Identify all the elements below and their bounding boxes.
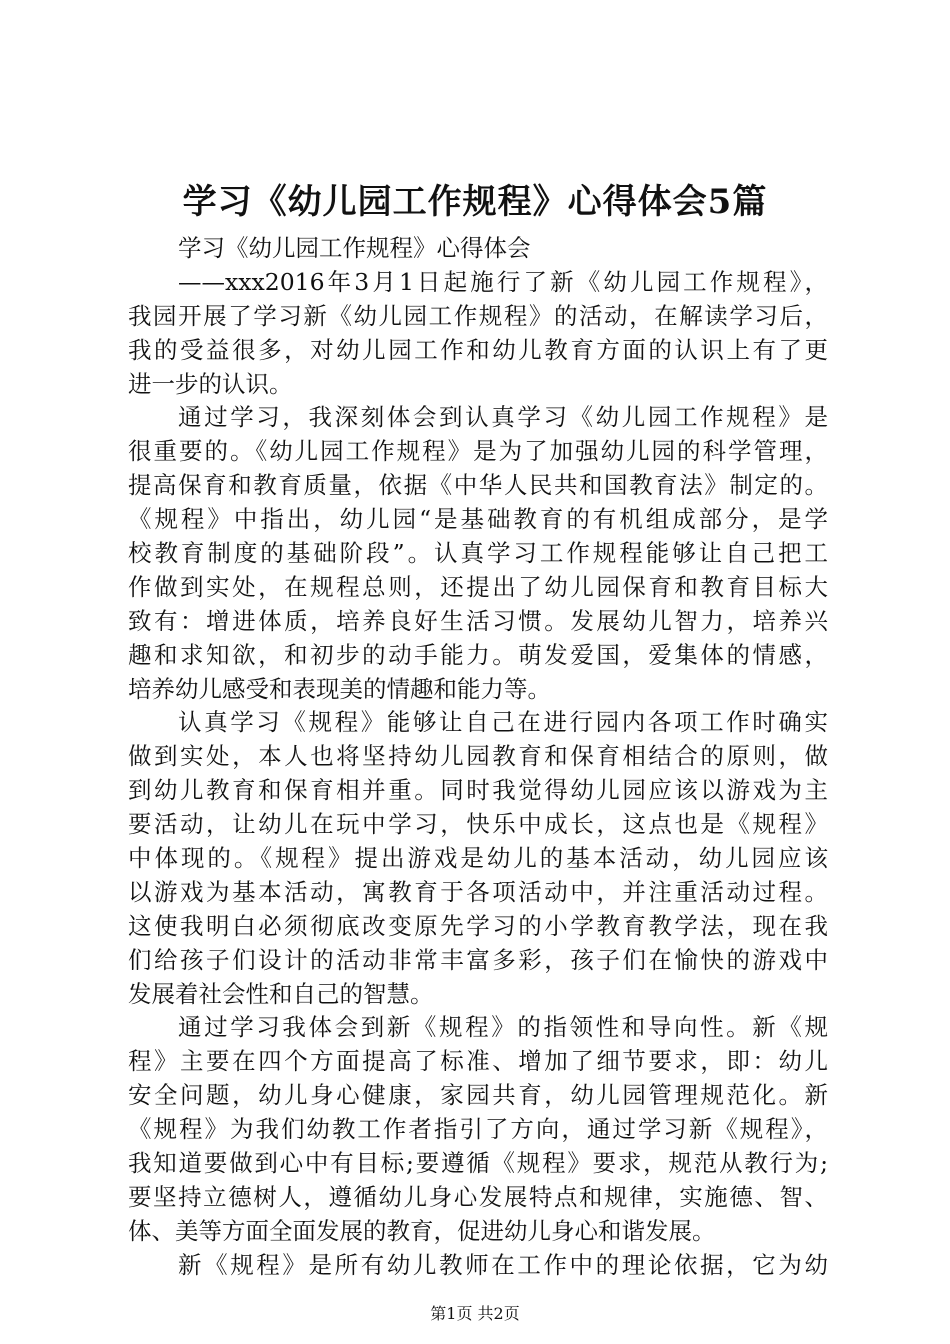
body-line: 作做到实处，在规程总则，还提出了幼儿园保育和教育目标大 [128,572,828,601]
body-line: 这使我明白必须彻底改变原先学习的小学教育教学法，现在我 [128,911,828,940]
body-line: 我园开展了学习新《幼儿园工作规程》的活动，在解读学习后， [128,301,828,330]
body-line: 致有：增进体质，培养良好生活习惯。发展幼儿智力，培养兴 [128,606,828,635]
body-line: 提高保育和教育质量，依据《中华人民共和国教育法》制定的。 [128,471,828,500]
body-line: 《规程》为我们幼教工作者指引了方向，通过学习新《规程》， [128,1115,828,1144]
body-line: 程》主要在四个方面提高了标准、增加了细节要求，即：幼儿 [128,1047,828,1076]
body-line: 发展着社会性和自己的智慧。 [128,979,434,1008]
body-line: 要坚持立德树人，遵循幼儿身心发展特点和规律，实施德、智、 [128,1182,828,1211]
body-line: 我的受益很多，对幼儿园工作和幼儿教育方面的认识上有了更 [128,335,828,364]
body-line: 安全问题，幼儿身心健康，家园共育，幼儿园管理规范化。新 [128,1081,828,1110]
body-line: 们给孩子们设计的活动非常丰富多彩，孩子们在愉快的游戏中 [128,945,828,974]
body-line: 新《规程》是所有幼儿教师在工作中的理论依据，它为幼 [178,1250,828,1279]
body-line: 以游戏为基本活动，寓教育于各项活动中，并注重活动过程。 [128,877,828,906]
page-footer: 第1页 共2页 [430,1304,520,1323]
document-body [128,232,828,1283]
body-line: ——xxx2016年3月1日起施行了新《幼儿园工作规程》， [178,267,828,296]
body-line: 很重要的。《幼儿园工作规程》是为了加强幼儿园的科学管理， [128,437,828,466]
body-line: 培养幼儿感受和表现美的情趣和能力等。 [128,674,551,703]
body-line: 做到实处，本人也将坚持幼儿园教育和保育相结合的原则，做 [128,742,828,771]
body-line: 进一步的认识。 [128,369,293,398]
body-line: 体、美等方面全面发展的教育，促进幼儿身心和谐发展。 [128,1216,716,1245]
body-line: 通过学习，我深刻体会到认真学习《幼儿园工作规程》是 [178,403,828,432]
body-line: 到幼儿教育和保育相并重。同时我觉得幼儿园应该以游戏为主 [128,776,828,805]
body-line: 《规程》中指出，幼儿园“是基础教育的有机组成部分，是学 [128,505,828,534]
body-line: 认真学习《规程》能够让自己在进行园内各项工作时确实 [178,708,828,737]
body-line: 校教育制度的基础阶段”。认真学习工作规程能够让自己把工 [128,539,828,568]
body-line: 中体现的。《规程》提出游戏是幼儿的基本活动，幼儿园应该 [128,844,828,873]
body-line: 趣和求知欲，和初步的动手能力。萌发爱国，爱集体的情感， [128,640,828,669]
body-line: 学习《幼儿园工作规程》心得体会 [178,234,531,262]
body-line: 我知道要做到心中有目标;要遵循《规程》要求，规范从教行为; [128,1149,828,1178]
body-line: 要活动，让幼儿在玩中学习，快乐中成长，这点也是《规程》 [128,810,828,839]
body-line: 通过学习我体会到新《规程》的指领性和导向性。新《规 [178,1013,828,1042]
document-title: 学习《幼儿园工作规程》心得体会5篇 [182,182,768,222]
